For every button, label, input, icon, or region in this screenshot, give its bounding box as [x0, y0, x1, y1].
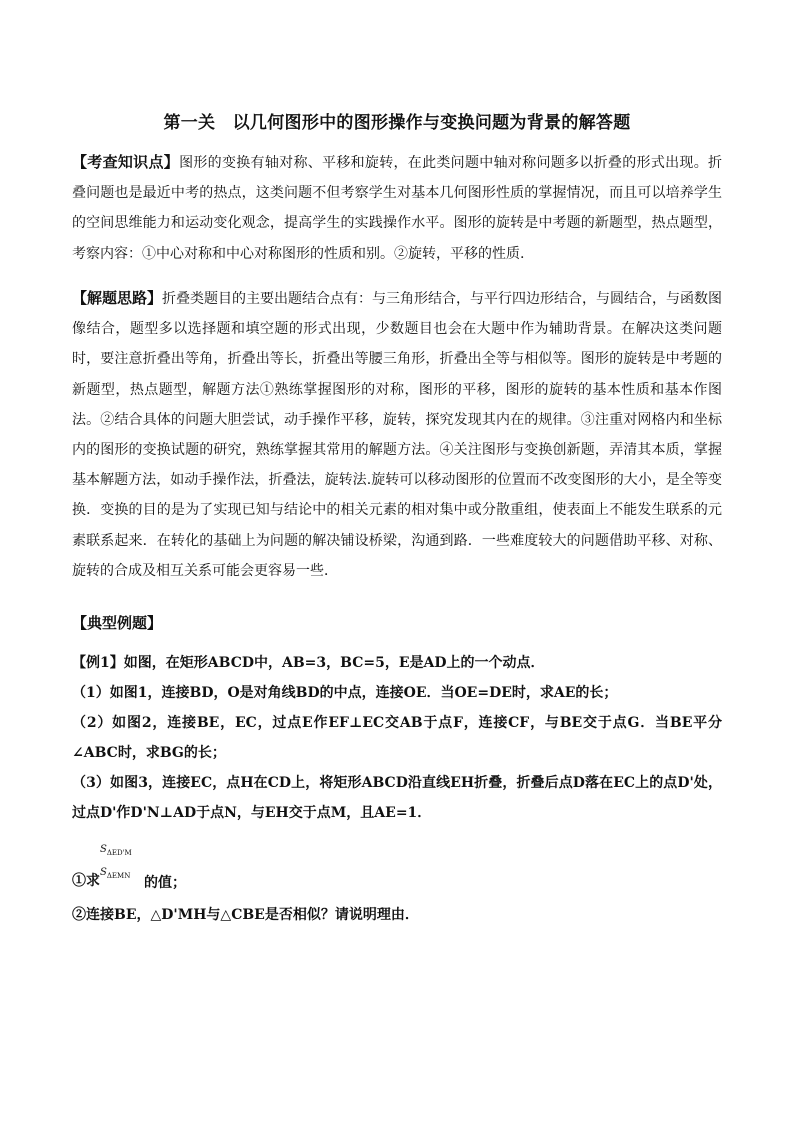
- example1-question-3: （3）如图3，连接EC，点H在CD上，将矩形ABCD沿直线EH折叠，折叠后点D落在EC上的点D'处，过点D'作D'N⊥AD于点N，与EH交于点M，且AE=1．: [72, 775, 722, 821]
- knowledge-heading: 【考查知识点】: [72, 153, 180, 171]
- approach-paragraph: [72, 283, 722, 586]
- fraction-denominator: $S_{\Delta EMN}$: [100, 867, 131, 880]
- similarity-question: ②连接BE，△D'MH与△CBE是否相似？请说明理由．: [72, 907, 419, 923]
- fraction-numerator: $S_{\Delta ED'M}$: [100, 844, 132, 857]
- page-title: 第一关 以几何图形中的图形操作与变换问题为背景的解答题: [163, 113, 631, 133]
- ratio-question-prefix: ①求: [72, 873, 100, 889]
- example1-question-2: （2）如图2，连接BE，EC，过点E作EF⊥EC交AB于点F，连接CF，与BE交于点G．当BE平分∠ABC时，求BG的长；: [72, 715, 722, 761]
- approach-heading: 【解题思路】: [72, 289, 163, 307]
- example1-intro: 【例1】如图，在矩形ABCD中，AB=3，BC=5，E是AD上的一个动点．: [72, 655, 545, 671]
- example1-question-1: （1）如图1，连接BD，O是对角线BD的中点，连接OE．当OE=DE时，求AE的长；: [72, 685, 618, 701]
- knowledge-paragraph: [72, 147, 722, 269]
- knowledge-text: 图形的变换有轴对称、平移和旋转，在此类问题中轴对称问题多以折叠的形式出现。折叠问题也是最近中考的热点，这类问题不但考察学生对基本几何图形性质的掌握情况，而且可以培养学生的空间思维能力和运动变化观念，提高学生的实践操作水平。图形的旋转是中考题的新题型，热点题型，考察内容：①中心对称和中心对称图形的性质和别。②旋转，平移的性质.: [72, 155, 722, 262]
- ratio-question-suffix: 的值；: [144, 875, 186, 891]
- approach-text: 折叠类题目的主要出题结合点有：与三角形结合，与平行四边形结合，与圆结合，与函数图像结合，题型多以选择题和填空题的形式出现，少数题目也会在大题中作为辅助背景。在解决这类问题时，要注意折叠出等角，折叠出等长，折叠出等腰三角形，折叠出全等与相似等。图形的旋转是中考题的新题型，热点题型，解题方法①熟练掌握图形的对称，图形的平移，图形的旋转的基本性质和基本作图法。②结合具体的问题大胆尝试，动手操作平移，旋转，探究发现其内在的规律。③注重对网格内和坐标内的图形的变换试题的研究，熟练掌握其常用的解题方法。④关注图形与变换创新题，弄清其本质，掌握基本解题方法，如动手操作法，折叠法，旋转法.旋转可以移动图形的位置而不改变图形的大小，是全等变换．变换的目的是为了实现已知与结论中的相关元素的相对集中或分散重组，使表面上不能发生联系的元素联系起来．在转化的基础上为问题的解决铺设桥梁，沟通到路．一些难度较大的问题借助平移、对称、旋转的合成及相互关系可能会更容易一些．: [72, 291, 723, 579]
- examples-heading: 【典型例题】: [72, 614, 163, 632]
- ratio-question: [72, 842, 272, 892]
